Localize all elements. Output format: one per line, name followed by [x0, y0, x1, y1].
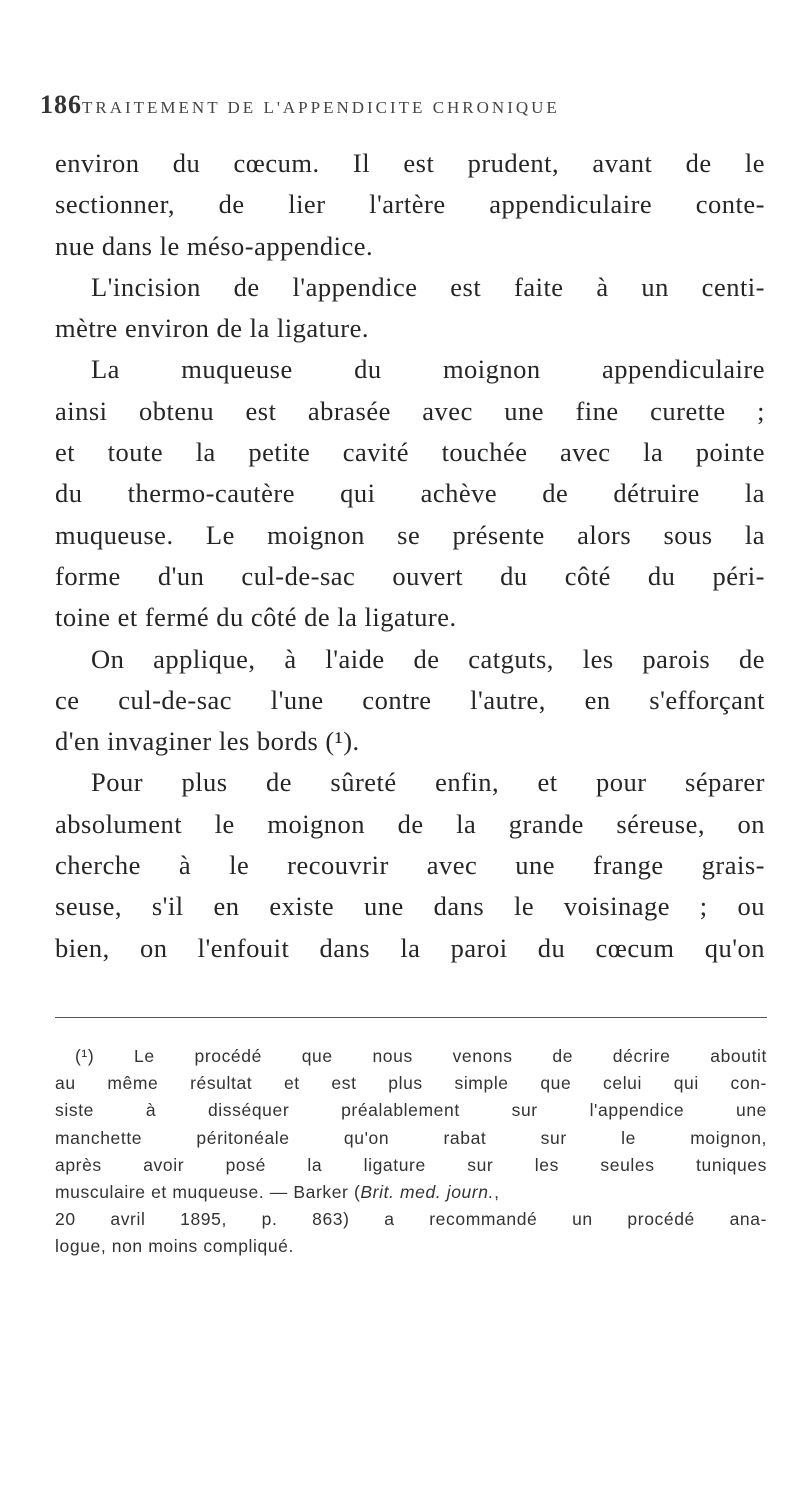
footnote-line: après avoir posé la ligature sur les seules tuniques [55, 1154, 767, 1175]
journal-citation: Brit. med. journ. [360, 1181, 495, 1202]
body-line: La muqueuse du moignon appendiculaire [91, 354, 765, 385]
body-line: bien, on l'enfouit dans la paroi du cœcum qu'on [55, 932, 765, 963]
footnote-line: au même résultat et est plus simple que celui qui con- [55, 1073, 767, 1094]
body-line: sectionner, de lier l'artère appendiculaire conte- [55, 189, 765, 220]
footnote-text: musculaire et muqueuse. — Barker ( [55, 1181, 361, 1202]
body-line: nue dans le méso-appendice. [55, 230, 374, 261]
body-line: forme d'un cul-de-sac ouvert du côté du péri- [55, 560, 765, 591]
footnote [55, 1043, 767, 1261]
running-head [40, 90, 770, 130]
body-line: et toute la petite cavité touchée avec la pointe [55, 437, 765, 468]
body-line: seuse, s'il en existe une dans le voisinage ; ou [55, 891, 765, 922]
body-line: du thermo-cautère qui achève de détruire la [55, 478, 765, 509]
footnote-line: logue, non moins compliqué. [55, 1236, 294, 1257]
footnote-line: manchette péritonéale qu'on rabat sur le moignon, [55, 1127, 767, 1148]
footnote-rule [55, 1017, 767, 1018]
body-line: cherche à le recouvrir avec une frange grais- [55, 850, 765, 881]
body-line: muqueuse. Le moignon se présente alors sous la [55, 519, 765, 550]
footnote-line: 20 avril 1895, p. 863) a recommandé un procédé ana- [55, 1209, 767, 1230]
body-line: ainsi obtenu est abrasée avec une fine curette ; [55, 395, 765, 426]
footnote-line: siste à disséquer préalablement sur l'appendice une [55, 1100, 767, 1121]
body-line: absolument le moignon de la grande séreuse, on [55, 808, 765, 839]
footnote-line: (¹) Le procédé que nous venons de décrire aboutit [75, 1046, 767, 1066]
body-line: environ du cœcum. Il est prudent, avant de le [55, 148, 765, 178]
body-line: d'en invaginer les bords (¹). [55, 726, 360, 757]
running-title: TRAITEMENT DE L'APPENDICITE CHRONIQUE [82, 98, 560, 117]
body-line: toine et fermé du côté de la ligature. [55, 602, 457, 633]
body-line: mètre environ de la ligature. [55, 313, 369, 344]
body-line: ce cul-de-sac l'une contre l'autre, en s'efforçant [55, 684, 765, 715]
body-line: On applique, à l'aide de catguts, les parois de [91, 643, 765, 674]
footnote-line [55, 1179, 767, 1206]
footnote-text: , [494, 1181, 500, 1202]
page-number: 186 [40, 90, 82, 119]
body-text [55, 143, 765, 969]
body-line: Pour plus de sûreté enfin, et pour séparer [91, 767, 765, 798]
body-line: L'incision de l'appendice est faite à un centi- [91, 271, 765, 302]
